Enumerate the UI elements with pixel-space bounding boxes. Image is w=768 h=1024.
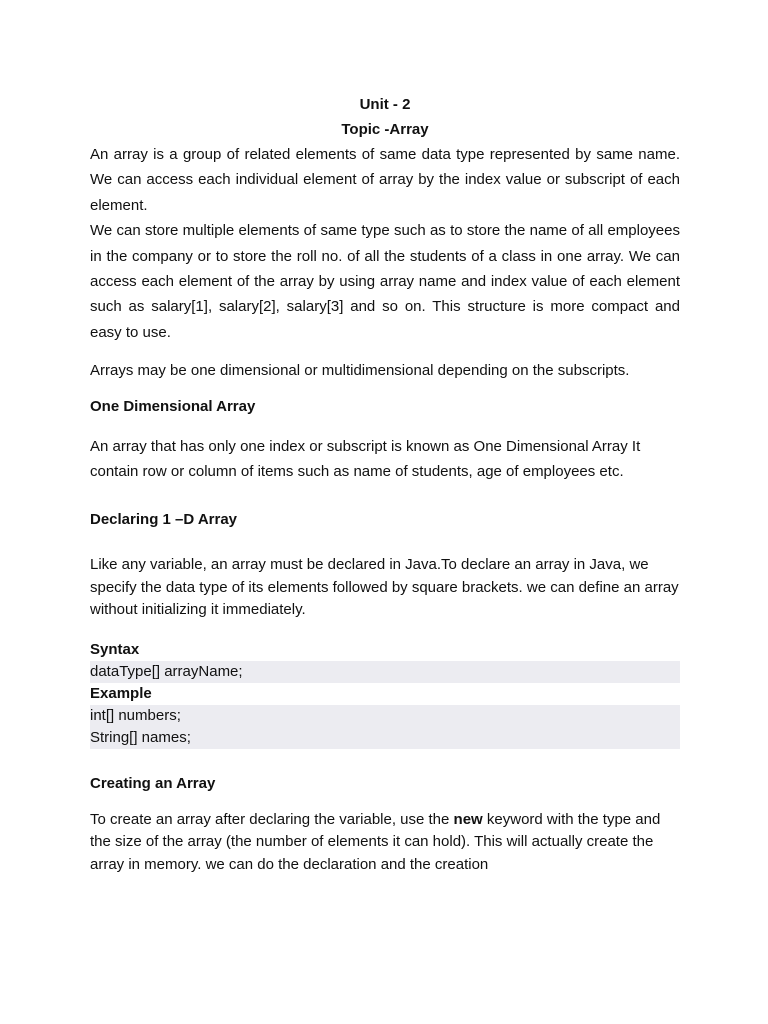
- declaring-paragraph: Like any variable, an array must be declared in Java.To declare an array in Java, we specify the data type of its elements followed by square brackets. we can define an array without initializing it immediately.: [90, 556, 679, 619]
- example-code-line-1: int[] numbers;: [90, 705, 680, 727]
- creating-paragraph: [90, 809, 680, 877]
- creating-heading: Creating an Array: [90, 774, 216, 792]
- one-d-paragraph: An array that has only one index or subscript is known as One Dimensional Array It contain row or column of items such as name of students, age of employees etc.: [90, 437, 641, 481]
- example-code-line-2: String[] names;: [90, 727, 680, 749]
- declaring-heading: Declaring 1 –D Array: [90, 511, 238, 529]
- one-d-heading: One Dimensional Array: [90, 397, 256, 415]
- document-page: [90, 92, 680, 876]
- creating-paragraph-rest: keyword with the type and the size of the array (the number of elements it can hold). This will actually create the array in memory. we can do the declaration and the creation: [90, 810, 661, 873]
- intro-paragraph-1: An array is a group of related elements of same data type represented by same name. We can access each individual element of array by the index value or subscript of each element.: [90, 146, 680, 214]
- creating-paragraph-start: To create an array after declaring the variable, use the: [90, 810, 454, 828]
- intro-paragraph-2: We can store multiple elements of same type such as to store the name of all employees in the company or to store the roll no. of all the students of a class in one array. We can access each element of the array by using array name and index value of each element such as salary[1], salary[2], salary[3] and so on. This structure is more compact and easy to use.: [90, 222, 680, 341]
- syntax-code: dataType[] arrayName;: [90, 661, 680, 683]
- intro-paragraph-3: Arrays may be one dimensional or multidimensional depending on the subscripts.: [90, 362, 630, 380]
- syntax-label: Syntax: [90, 640, 140, 658]
- example-label: Example: [90, 684, 152, 702]
- topic-title: Topic -Array: [341, 121, 429, 138]
- new-keyword: new: [453, 810, 483, 828]
- unit-title: Unit - 2: [359, 96, 411, 113]
